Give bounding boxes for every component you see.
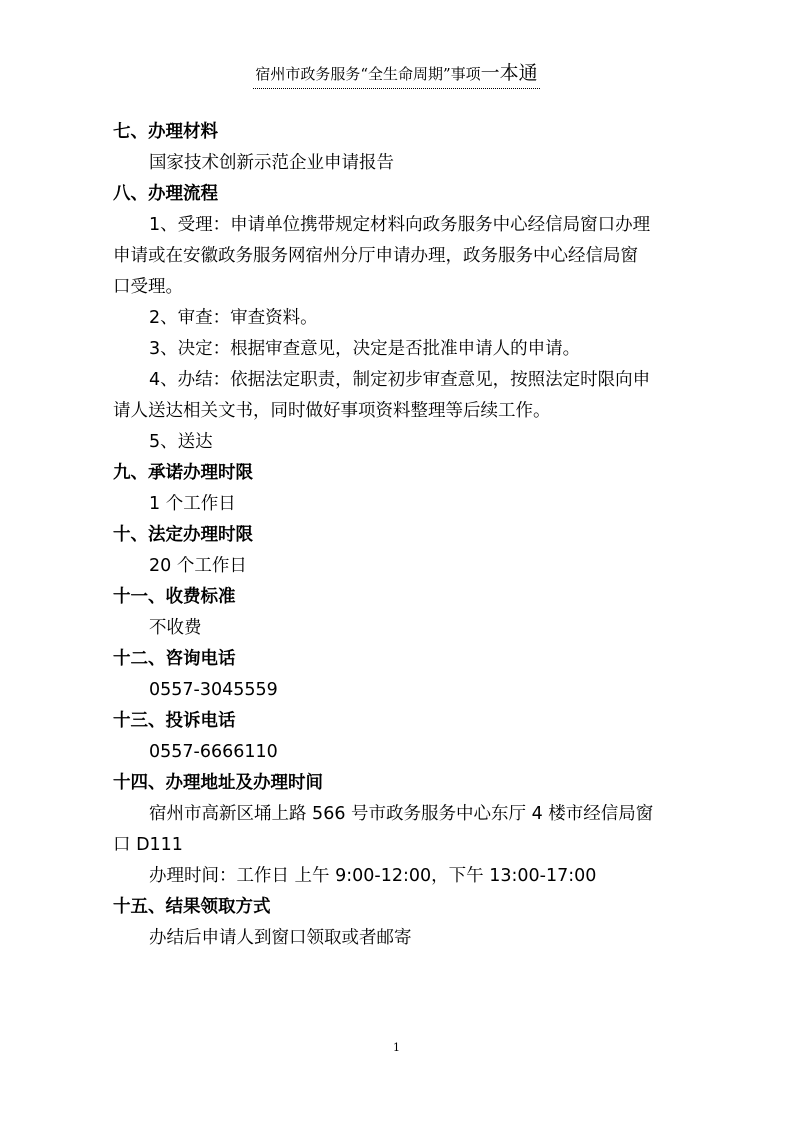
section-heading-address-hours: 十四、办理地址及办理时间 <box>113 773 323 793</box>
section-heading-result-pickup: 十五、结果领取方式 <box>113 897 271 917</box>
process-step-1-line-3: 口受理。 <box>113 277 183 297</box>
header-title-main: 宿州市政务服务“全生命周期”事项 <box>255 65 481 83</box>
header-title <box>253 58 539 89</box>
section-heading-process: 八、办理流程 <box>113 184 218 204</box>
section-heading-inquiry-phone: 十二、咨询电话 <box>113 649 236 669</box>
header-title-tail: 一本通 <box>480 62 538 84</box>
section-heading-complaint-phone: 十三、投诉电话 <box>113 711 236 731</box>
page-number: 1 <box>393 1041 400 1054</box>
page-header <box>0 58 793 89</box>
inquiry-phone-number: 0557-3045559 <box>149 680 278 700</box>
office-hours: 办理时间：工作日 上午 9:00-12:00，下午 13:00-17:00 <box>149 866 597 886</box>
process-step-1-line-1: 1、受理：申请单位携带规定材料向政务服务中心经信局窗口办理 <box>149 215 651 235</box>
process-step-2: 2、审查：审查资料。 <box>149 308 318 328</box>
fees-text: 不收费 <box>149 618 202 638</box>
materials-text: 国家技术创新示范企业申请报告 <box>149 153 394 173</box>
process-step-4-line-2: 请人送达相关文书，同时做好事项资料整理等后续工作。 <box>113 401 551 421</box>
section-heading-materials: 七、办理材料 <box>113 122 218 142</box>
address-line-2: 口 D111 <box>113 835 183 855</box>
promised-time-text: 1 个工作日 <box>149 494 236 514</box>
process-step-1-line-2: 申请或在安徽政务服务网宿州分厅申请办理，政务服务中心经信局窗 <box>113 246 638 266</box>
section-heading-promised-time: 九、承诺办理时限 <box>113 463 253 483</box>
process-step-4-line-1: 4、办结：依据法定职责，制定初步审查意见，按照法定时限向申 <box>149 370 651 390</box>
complaint-phone-number: 0557-6666110 <box>149 742 278 762</box>
address-line-1: 宿州市高新区埇上路 566 号市政务服务中心东厅 4 楼市经信局窗 <box>149 804 654 824</box>
process-step-3: 3、决定：根据审查意见，决定是否批准申请人的申请。 <box>149 339 581 359</box>
process-step-5: 5、送达 <box>149 432 213 452</box>
legal-time-text: 20 个工作日 <box>149 556 247 576</box>
section-heading-fees: 十一、收费标准 <box>113 587 236 607</box>
section-heading-legal-time: 十、法定办理时限 <box>113 525 253 545</box>
document-body <box>113 117 693 954</box>
result-pickup-text: 办结后申请人到窗口领取或者邮寄 <box>149 928 412 948</box>
